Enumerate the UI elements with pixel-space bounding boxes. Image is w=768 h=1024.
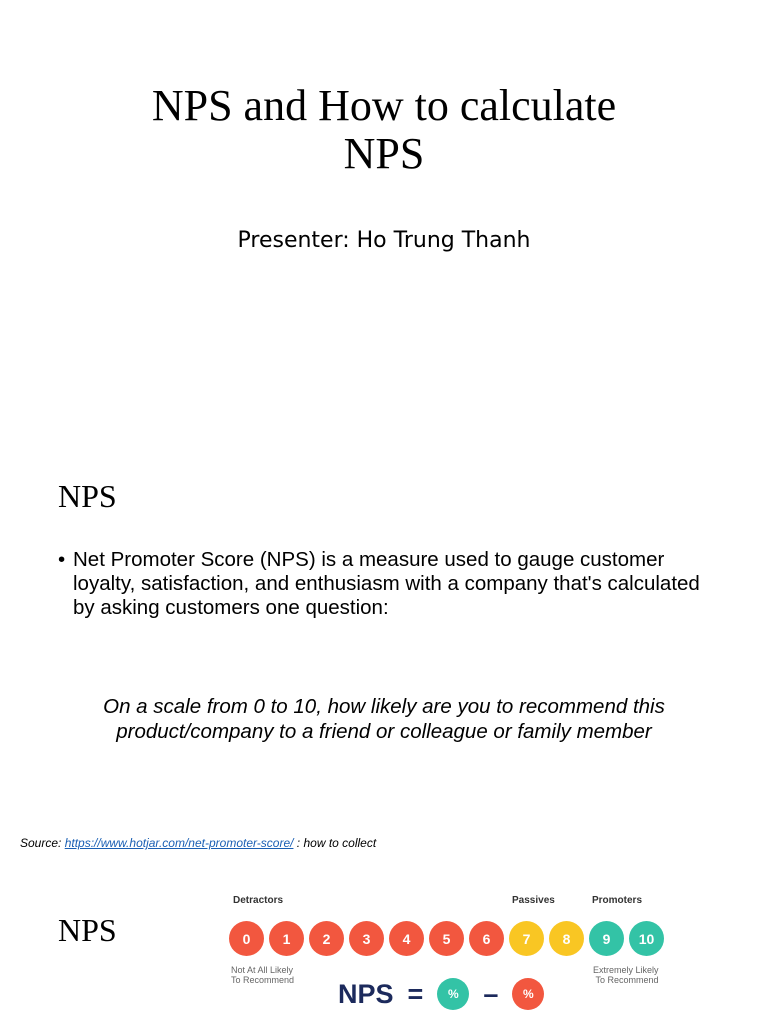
hint-high-line-2: To Recommend	[595, 975, 659, 985]
formula-nps: NPS	[338, 978, 394, 1009]
rating-scale	[229, 921, 664, 956]
promoters-label: Promoters	[592, 895, 643, 906]
hint-high-line-1: Extremely Likely	[593, 965, 659, 975]
promoter-percent-badge: %	[437, 978, 469, 1010]
nps-scale-slide	[0, 862, 768, 1024]
hint-low-line-1: Not At All Likely	[231, 965, 294, 975]
score-7-circle: 7	[509, 921, 544, 956]
score-6-circle: 6	[469, 921, 504, 956]
title-line-1: NPS and How to calculate	[151, 81, 617, 130]
detractors-label: Detractors	[233, 895, 284, 906]
source-label: Source:	[20, 836, 62, 850]
bullet-text: Net Promoter Score (NPS) is a measure used to gauge customer loyalty, satisfaction, and enthusiasm with a company that's calculated by asking customers one question:	[73, 548, 700, 619]
formula-minus: –	[483, 978, 499, 1009]
slide-heading: NPS	[58, 478, 117, 514]
score-2-circle: 2	[309, 921, 344, 956]
presenter-text: Presenter: Ho Trung Thanh	[237, 228, 531, 253]
source-link[interactable]: https://www.hotjar.com/net-promoter-score/	[64, 836, 294, 850]
scale-hint-low	[231, 965, 294, 985]
score-10-circle: 10	[629, 921, 664, 956]
slide-heading: NPS	[58, 912, 117, 948]
nps-formula	[338, 978, 544, 1010]
survey-question: On a scale from 0 to 10, how likely are you to recommend this product/company to a friend or colleague or family member	[103, 695, 665, 743]
source-suffix: : how to collect	[296, 836, 377, 850]
formula-equals: =	[407, 978, 424, 1009]
passives-label: Passives	[512, 895, 555, 906]
source-citation	[20, 836, 376, 850]
score-0-circle: 0	[229, 921, 264, 956]
score-9-circle: 9	[589, 921, 624, 956]
slide-title	[0, 82, 768, 178]
detractor-percent-badge: %	[512, 978, 544, 1010]
bullet-item	[58, 548, 718, 620]
score-5-circle: 5	[429, 921, 464, 956]
title-line-2: NPS	[343, 129, 425, 178]
bullet-dot: •	[58, 548, 66, 571]
score-1-circle: 1	[269, 921, 304, 956]
nps-definition-slide	[0, 342, 768, 862]
title-slide	[0, 0, 768, 342]
score-3-circle: 3	[349, 921, 384, 956]
score-4-circle: 4	[389, 921, 424, 956]
score-8-circle: 8	[549, 921, 584, 956]
scale-hint-high	[593, 965, 659, 985]
hint-low-line-2: To Recommend	[231, 975, 295, 985]
